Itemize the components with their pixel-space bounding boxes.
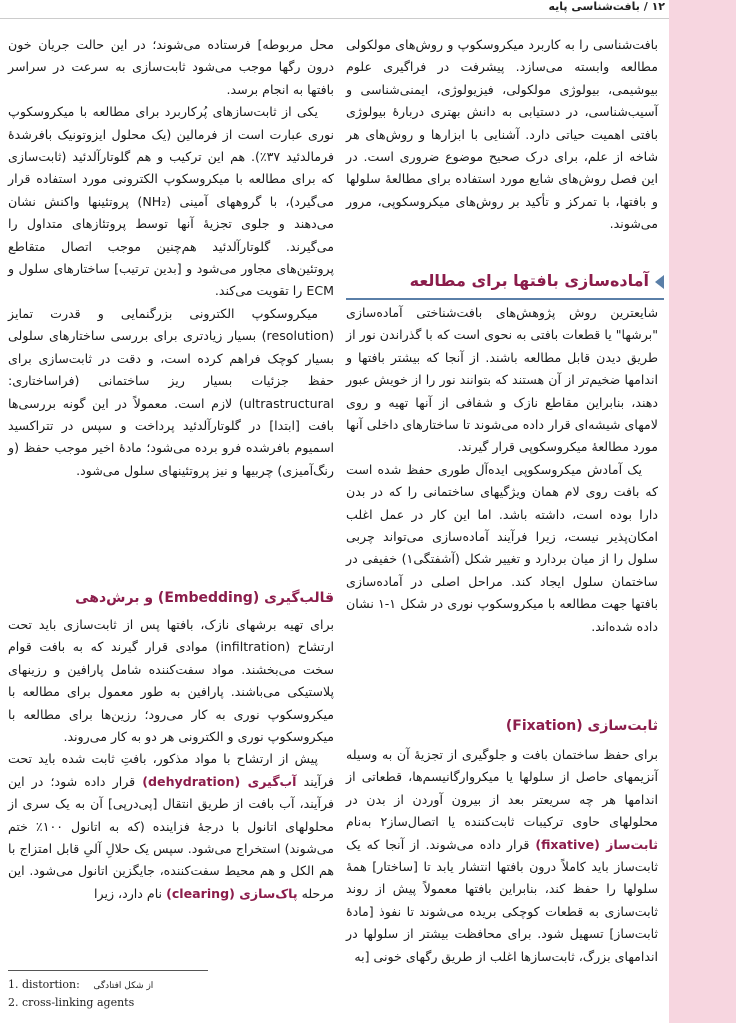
- left-column: [8, 34, 334, 482]
- dehydration-text-b: قرار داده شود؛ در این فرآیند، آب بافت از طریق انتقال [پی‌درپی] آن به یک سری از محلولهای اتانول با درجهٔ فزاینده (که به اتانول ۱۰۰٪ ختم می‌شوند) استخراج می‌شود. سپس یک حلالِ آلیِ قابل امتزاج با هم الکل و هم محیط سفت‌کننده، جایگزین اتانول می‌شود. این مرحله: [8, 773, 334, 901]
- footnote-2-en: 2. cross-linking agents: [8, 996, 135, 1009]
- heading-arrow-icon: [655, 275, 664, 289]
- dehydration-text-a: پیش از ارتشاح با مواد مذکور، بافتِ ثابت شده باید تحت فرآیند: [8, 751, 334, 789]
- embedding-body: [8, 614, 334, 905]
- right-column-body: [346, 302, 658, 638]
- paragraph-sections: شایعترین روش پژوهش‌های بافت‌شناختی آماده‌سازی "برشها" یا قطعات بافتی به نحوی است که با گذراندن نور از طریق دیدن قابل مطالعه باشند. از آنجا که بیشتر بافتها و اندامها ضخیم‌تر از آن هستند که بتوانند نور را از خویش عبور دهند، بنابراین مقاطع نازک و شفافی از آنها تهیه و روی لامهای شیشه‌ای قرار داده می‌شوند تا ساختارهای داخلی آنها مورد مطالعهٔ میکروسکوپی قرار گیرند.: [346, 305, 658, 455]
- footnote-divider: [8, 970, 208, 971]
- header-divider: [0, 18, 669, 19]
- paragraph-electron-microscope: میکروسکوپ الکترونی بزرگنمایی و قدرت تمایز (resolution) بسیار زیادتری برای بررسی ساختارهای سلولی بسیار کوچک فراهم کرده است، و دقت در ثابت‌سازی برای حفظ جزئیات بسیار ریز ساختمانی (فراساختاری: ultrastructural) لازم است. معمولاً در این گونه بررسی‌ها بافت [ابتدا] در گلوتارآلدئید پرداخت و سپس در تتراکسید اسمیوم بافرشده فرو برده می‌شود؛ مادهٔ اخیر موجب حفظ (و رنگ‌آمیزی) چربیها و نیز پروتئینهای سلول می‌شود.: [8, 305, 334, 478]
- paragraph-continued: محل مربوطه] فرستاده می‌شوند؛ در این حالت جریان خون درون رگها موجب می‌شود ثابت‌سازی به سرعت در سراسر بافتها به انجام برسد.: [8, 37, 334, 97]
- section-heading-preparation: [346, 264, 664, 298]
- footnote-1: [8, 978, 153, 991]
- right-column: [346, 34, 658, 236]
- fixation-body: [346, 744, 658, 968]
- paragraph-fixation: [346, 744, 658, 968]
- subheading-fixation: ثابت‌سازی (Fixation): [505, 718, 658, 734]
- paragraph-formalin: یکی از ثابت‌سازهای پُرکاربرد برای مطالعه با میکروسکوپ نوری عبارت است از فرمالین (یک محلول ایزوتونیک بافرشدهٔ فرمالدئید ۳۷٪). هم این ترکیب و هم گلوتارآلدئید (ثابت‌سازی که برای مطالعه با میکروسکوپ الکترونی مورد استفاده قرار می‌گیرد)، با گروههای آمینی (NH₂) پروتئینها واکنش نشان می‌دهند و جلوی تجزیهٔ آنها توسط پروتئازهای متداول را می‌گیرند. گلوتارآلدئید هم‌چنین موجب اتصال متقاطع پروتئین‌های مجاور می‌شود و [بدین ترتیب] ساختارهای سلول و ECM را تقویت می‌کند.: [8, 104, 334, 299]
- heading-underline: [346, 298, 664, 300]
- margin-color-strip: [669, 0, 736, 1023]
- footnote-1-fa: از شکل افتادگی: [93, 981, 154, 991]
- fixation-text-a: برای حفظ ساختمان بافت و جلوگیری از تجزیهٔ آن به وسیله آنزیمهای حاصل از سلولها یا میکروارگانیسم‌ها، قطعاتی از اندامها هر چه سریعتر بعد از بیرون آوردن از بدن در محلولهای حاوی ترکیبات ثابت‌کننده یا اتصال‌ساز۲ به‌نام: [346, 747, 658, 830]
- keyword-dehydration: آب‌گیری (dehydration): [142, 773, 297, 789]
- footnote-2: [8, 996, 134, 1009]
- fixation-text-b: قرار داده می‌شوند. از آنجا که یک ثابت‌ساز باید کاملاً درون بافتها انتشار یابد تا [ساختار] همهٔ سلولها را حفظ کند، بنابراین بافتها معمولاً پیش از روند ثابت‌سازی به قطعات کوچکی بریده می‌شوند تا نفوذ [مادهٔ ثابت‌ساز] تسهیل شود. برای محافظت بیشتر از سلولها در اندامهای بزرگ، ثابت‌سازها اغلب از طریق رگهای خونی [به: [346, 836, 658, 964]
- page-header: ۱۲ / بافت‌شناسی پایه: [548, 0, 665, 13]
- dehydration-text-c: نام دارد، زیرا: [94, 885, 163, 901]
- footnote-1-en: 1. distortion:: [8, 978, 80, 991]
- section-heading-text: آماده‌سازی بافتها برای مطالعه: [409, 271, 649, 290]
- keyword-clearing: پاک‌سازی (clearing): [166, 885, 298, 901]
- paragraph-dehydration: [8, 748, 334, 905]
- paragraph-ideal-prep: یک آمادش میکروسکوپی ایده‌آل طوری حفظ شده است که بافت روی لام همان ویژگیهای ساختمانی را که در بدن دارا بوده است، داشته باشد. اما این کار در عمل اغلب امکان‌پذیر نیست، زیرا فرآیند آماده‌سازی می‌تواند چربی سلول را از میان بردارد و تغییر شکل (آشفتگی۱) خفیفی در ساختمان سلول ایجاد کند. مراحل اصلی در آماده‌سازی بافتها جهت مطالعه با میکروسکوپ نوری در شکل ۱-۱ نشان داده شده‌اند.: [346, 461, 659, 634]
- paragraph-embedding: برای تهیه برشهای نازک، بافتها پس از ثابت‌سازی باید تحت ارتشاح (infiltration) موادی قرار گیرند که به بافت قوام سخت می‌بخشند. مواد سفت‌کننده شامل پارافین و رزینهای پلاستیکی می‌باشند. پارافین به طور معمول برای مطالعه با میکروسکوپ نوری به کار می‌رود؛ رزین‌ها برای مطالعه با میکروسکوپ نوری و الکترونی هر دو به کار می‌روند.: [8, 617, 334, 745]
- keyword-fixative: ثابت‌ساز (fixative): [535, 836, 658, 852]
- subheading-embedding: قالب‌گیری (Embedding) و برش‌دهی: [75, 590, 334, 606]
- intro-paragraph: بافت‌شناسی را به کاربرد میکروسکوپ و روش‌های مولکولی مطالعه وابسته می‌سازد. پیشرفت در فراگیری علوم بیوشیمی، بیولوژی مولکولی، فیزیولوژی، ایمنی‌شناسی و آسیب‌شناسی، در دستیابی به دانش بهتری دربارهٔ بیولوژی بافتی اهمیت حیاتی دارد. آشنایی با ابزارها و روش‌های هر شاخه از علم، برای درک صحیح موضوع ضروری است. در این فصل روش‌های شایع مورد استفاده برای مطالعهٔ سلولها و بافتها، با تمرکز و تأکید بر روش‌های میکروسکوپی، مرور می‌شوند.: [346, 37, 658, 232]
